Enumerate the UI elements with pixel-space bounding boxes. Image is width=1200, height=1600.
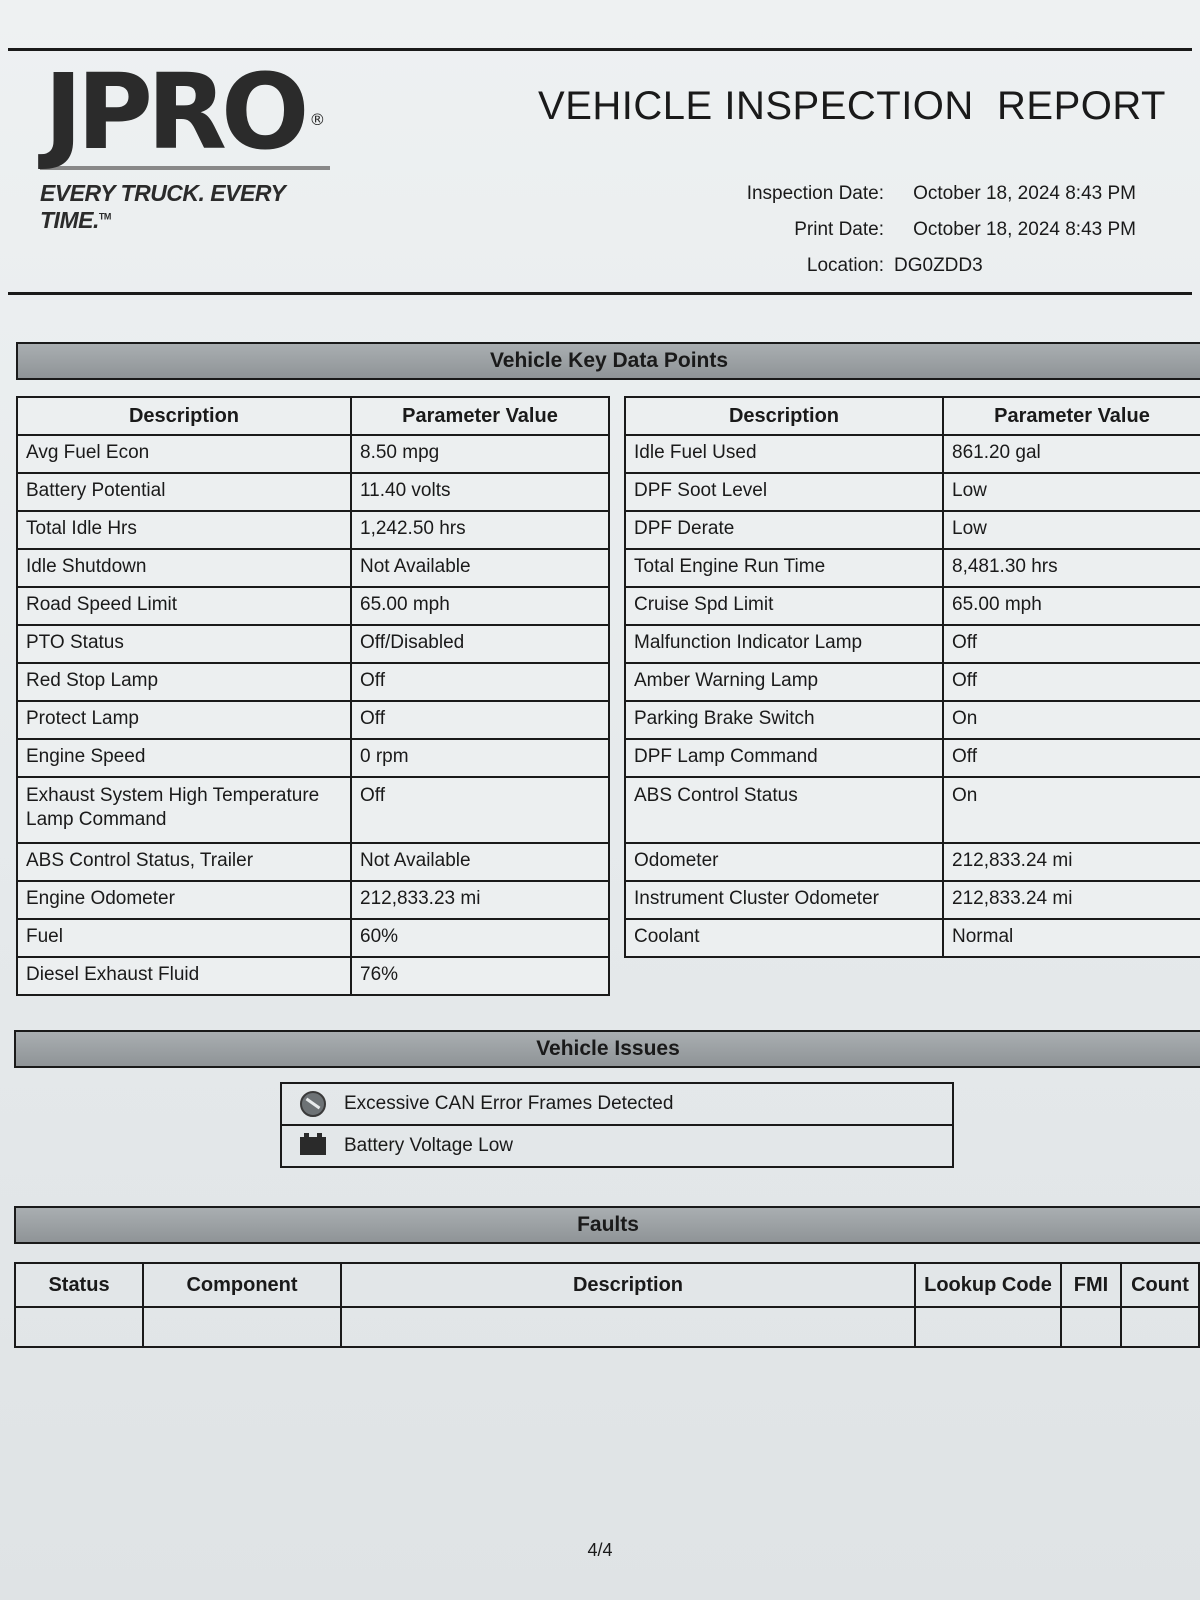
key-data-row	[17, 701, 609, 739]
inspection-date-label: Inspection Date:	[746, 183, 884, 204]
key-data-row	[17, 511, 609, 549]
param-description: Protect Lamp	[17, 701, 351, 739]
param-value: 1,242.50 hrs	[351, 511, 609, 549]
key-data-row	[17, 843, 609, 881]
meta-values	[913, 176, 1136, 248]
param-description: Idle Fuel Used	[625, 435, 943, 473]
param-description: Red Stop Lamp	[17, 663, 351, 701]
tagline-trademark: TM	[98, 211, 111, 222]
key-data-row	[17, 663, 609, 701]
key-data-row	[625, 843, 1200, 881]
param-value: Off	[943, 663, 1200, 701]
logo-wordmark	[44, 51, 326, 173]
param-description: Diesel Exhaust Fluid	[17, 957, 351, 995]
key-data-row	[17, 625, 609, 663]
faults-col-lookup-code: Lookup Code	[915, 1263, 1061, 1307]
faults-col-component: Component	[143, 1263, 341, 1307]
key-data-row	[625, 435, 1200, 473]
location-value: DG0ZDD3	[894, 255, 983, 276]
key-data-section-header: Vehicle Key Data Points	[16, 342, 1200, 380]
param-value: 76%	[351, 957, 609, 995]
key-data-row	[625, 549, 1200, 587]
col-header-description: Description	[17, 397, 351, 435]
param-description: Instrument Cluster Odometer	[625, 881, 943, 919]
faults-col-status: Status	[15, 1263, 143, 1307]
param-value: 0 rpm	[351, 739, 609, 777]
vehicle-issues-section-header: Vehicle Issues	[14, 1030, 1200, 1068]
faults-table	[14, 1262, 1200, 1348]
can-error-icon	[300, 1091, 326, 1117]
param-description: Cruise Spd Limit	[625, 587, 943, 625]
key-data-row	[17, 957, 609, 995]
param-description: Total Idle Hrs	[17, 511, 351, 549]
param-value: Not Available	[351, 549, 609, 587]
param-description: Engine Odometer	[17, 881, 351, 919]
key-data-row	[17, 435, 609, 473]
vehicle-issues-table	[280, 1082, 954, 1168]
param-description: Malfunction Indicator Lamp	[625, 625, 943, 663]
param-description: PTO Status	[17, 625, 351, 663]
print-date-value: October 18, 2024 8:43 PM	[913, 219, 1136, 240]
param-value: 65.00 mph	[943, 587, 1200, 625]
faults-empty-row	[15, 1307, 1199, 1347]
param-value: Normal	[943, 919, 1200, 957]
location-label: Location:	[806, 255, 884, 276]
faults-header-row	[15, 1263, 1199, 1307]
param-value: On	[943, 777, 1200, 843]
key-data-row	[17, 739, 609, 777]
key-data-table-left	[16, 396, 610, 996]
param-description: Coolant	[625, 919, 943, 957]
tagline-text: EVERY TRUCK. EVERY TIME.	[40, 180, 285, 233]
logo-tagline	[40, 180, 360, 234]
param-value: Off	[351, 777, 609, 843]
col-header-description: Description	[625, 397, 943, 435]
jpro-logo	[40, 51, 360, 234]
param-value: Low	[943, 473, 1200, 511]
key-data-row	[625, 587, 1200, 625]
key-data-row	[625, 777, 1200, 843]
header-bottom-rule	[8, 292, 1192, 295]
param-description: Exhaust System High Temperature Lamp Command	[17, 777, 351, 843]
key-data-row	[625, 511, 1200, 549]
faults-col-description: Description	[341, 1263, 915, 1307]
param-description: Odometer	[625, 843, 943, 881]
key-data-row	[17, 919, 609, 957]
param-description: Engine Speed	[17, 739, 351, 777]
param-description: Idle Shutdown	[17, 549, 351, 587]
faults-col-count: Count	[1121, 1263, 1199, 1307]
param-value: Off	[351, 701, 609, 739]
issue-row	[281, 1125, 953, 1167]
param-description: DPF Soot Level	[625, 473, 943, 511]
key-data-row	[625, 663, 1200, 701]
key-data-row	[625, 919, 1200, 957]
param-description: Road Speed Limit	[17, 587, 351, 625]
key-data-row	[625, 473, 1200, 511]
battery-icon	[300, 1137, 326, 1155]
param-value: 212,833.23 mi	[351, 881, 609, 919]
key-data-row	[625, 625, 1200, 663]
param-value: 65.00 mph	[351, 587, 609, 625]
key-data-table-right	[624, 396, 1200, 958]
issue-text: Battery Voltage Low	[344, 1125, 953, 1167]
param-description: Battery Potential	[17, 473, 351, 511]
key-data-row	[17, 473, 609, 511]
col-header-parameter-value: Parameter Value	[351, 397, 609, 435]
param-description: Avg Fuel Econ	[17, 435, 351, 473]
param-value: 11.40 volts	[351, 473, 609, 511]
issue-text: Excessive CAN Error Frames Detected	[344, 1083, 953, 1125]
faults-section-header: Faults	[14, 1206, 1200, 1244]
param-value: 8.50 mpg	[351, 435, 609, 473]
logo-text: JPRO	[44, 51, 304, 173]
param-value: Not Available	[351, 843, 609, 881]
param-value: 60%	[351, 919, 609, 957]
key-data-row	[17, 549, 609, 587]
meta-labels	[718, 176, 884, 284]
inspection-date-value: October 18, 2024 8:43 PM	[913, 183, 1136, 204]
issue-row	[281, 1083, 953, 1125]
param-value: 8,481.30 hrs	[943, 549, 1200, 587]
param-value: Off	[943, 625, 1200, 663]
param-value: Off	[351, 663, 609, 701]
param-description: ABS Control Status, Trailer	[17, 843, 351, 881]
param-value: 212,833.24 mi	[943, 881, 1200, 919]
param-description: Total Engine Run Time	[625, 549, 943, 587]
param-description: Parking Brake Switch	[625, 701, 943, 739]
key-data-row	[17, 587, 609, 625]
param-description: DPF Derate	[625, 511, 943, 549]
report-title: VEHICLE INSPECTION REPORT	[538, 84, 1166, 128]
location-value-wrap	[894, 248, 983, 284]
key-data-row	[625, 739, 1200, 777]
param-description: DPF Lamp Command	[625, 739, 943, 777]
col-header-parameter-value: Parameter Value	[943, 397, 1200, 435]
param-value: On	[943, 701, 1200, 739]
page-number: 4/4	[587, 1540, 613, 1560]
key-data-row	[17, 777, 609, 843]
param-value: Low	[943, 511, 1200, 549]
param-value: Off	[943, 739, 1200, 777]
print-date-label: Print Date:	[794, 219, 884, 240]
key-data-row	[625, 701, 1200, 739]
logo-registered-mark: ®	[309, 110, 326, 129]
param-value: Off/Disabled	[351, 625, 609, 663]
param-value: 212,833.24 mi	[943, 843, 1200, 881]
param-description: Amber Warning Lamp	[625, 663, 943, 701]
faults-col-fmi: FMI	[1061, 1263, 1121, 1307]
param-value: 861.20 gal	[943, 435, 1200, 473]
key-data-row	[625, 881, 1200, 919]
param-description: Fuel	[17, 919, 351, 957]
param-description: ABS Control Status	[625, 777, 943, 843]
key-data-row	[17, 881, 609, 919]
